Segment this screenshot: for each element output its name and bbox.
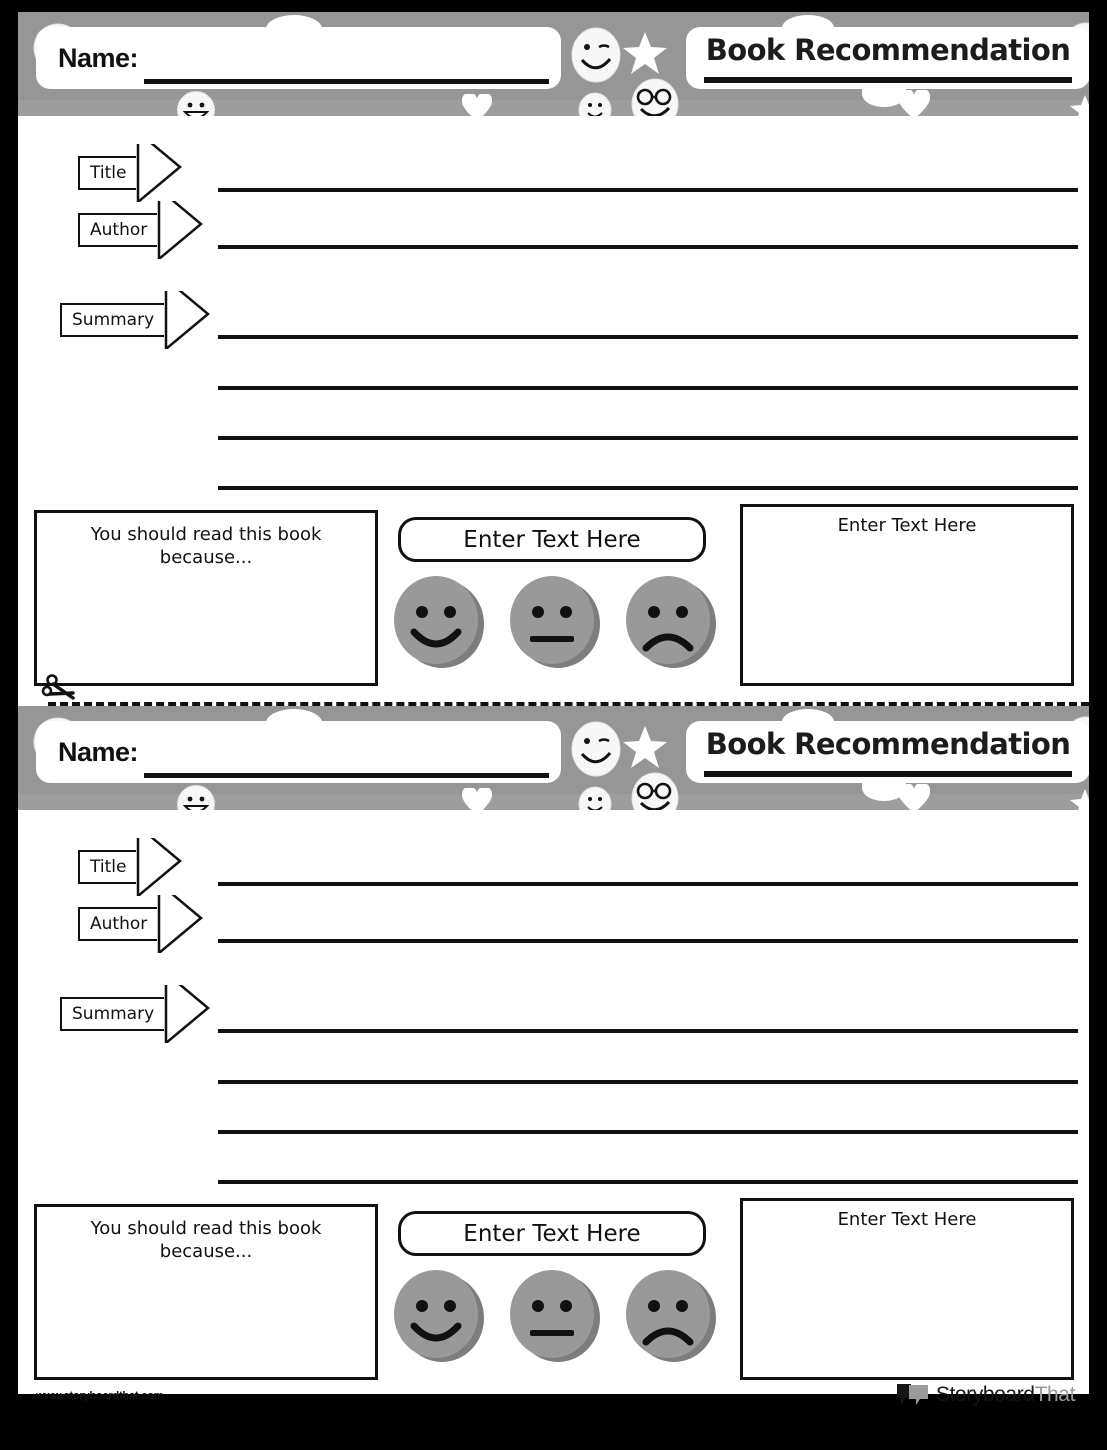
plate-bump [266, 15, 322, 43]
title-underline [704, 77, 1072, 83]
field-tag-box [78, 156, 136, 190]
field-tag-box [60, 303, 164, 337]
nerd-glasses-smiley-icon [630, 78, 680, 116]
reason-prompt: You should read this book because... [90, 524, 322, 569]
field-tag-box [60, 997, 164, 1031]
name-plate [36, 27, 561, 89]
title-write-line[interactable] [218, 882, 1078, 886]
star-icon [622, 30, 668, 76]
arrow-head-icon [157, 201, 203, 259]
worksheet-copy-top [18, 12, 1089, 688]
worksheet-page [18, 12, 1089, 1406]
plate-bump-bottom [862, 775, 906, 801]
wink-smiley-icon [570, 26, 622, 84]
name-plate [36, 721, 561, 783]
heart-icon [462, 788, 492, 810]
title-plate [686, 27, 1089, 89]
summary-write-line[interactable] [218, 335, 1078, 339]
nerd-glasses-smiley-icon [630, 772, 680, 810]
sad-face-icon[interactable] [622, 1268, 718, 1364]
field-label: Title [90, 857, 127, 877]
header-band [18, 706, 1089, 810]
field-tag-title [78, 850, 182, 884]
sad-face-icon[interactable] [622, 574, 718, 670]
right-text-box[interactable] [740, 1198, 1074, 1380]
name-input-line[interactable] [144, 773, 549, 778]
star-icon [1070, 94, 1089, 116]
title-write-line[interactable] [218, 188, 1078, 192]
summary-write-line[interactable] [218, 436, 1078, 440]
summary-write-line[interactable] [218, 1180, 1078, 1184]
logo-primary: Storyboard [935, 1383, 1035, 1406]
neutral-face-icon[interactable] [506, 574, 602, 670]
field-tag-title [78, 156, 182, 190]
footer-url[interactable]: www.storyboardthat.com [36, 1390, 164, 1402]
worksheet-body [18, 116, 1089, 688]
star-icon [622, 724, 668, 770]
field-tag-summary [60, 303, 210, 337]
arrow-head-icon [136, 144, 182, 202]
title-plate [686, 721, 1089, 783]
worksheet-body [18, 810, 1089, 1382]
wink-smiley-icon [570, 720, 622, 778]
speech-bubble-icon [896, 1382, 930, 1408]
header-band [18, 12, 1089, 116]
field-tag-box [78, 907, 157, 941]
field-label: Summary [72, 310, 155, 330]
reason-prompt: You should read this book because... [90, 1218, 322, 1263]
right-box-placeholder: Enter Text Here [837, 515, 977, 536]
star-icon [1070, 788, 1089, 810]
field-tag-summary [60, 997, 210, 1031]
heart-icon [462, 94, 492, 116]
small-smiley-icon [578, 92, 612, 116]
plate-bump-bottom [862, 81, 906, 107]
right-text-box[interactable] [740, 504, 1074, 686]
small-smiley-icon [578, 786, 612, 810]
rating-text-field[interactable] [398, 517, 706, 562]
happy-face-icon[interactable] [390, 1268, 486, 1364]
worksheet-title: Book Recommendation [705, 33, 1071, 67]
field-label: Summary [72, 1004, 155, 1024]
name-label: Name: [58, 43, 139, 73]
rating-placeholder: Enter Text Here [463, 526, 641, 553]
summary-write-line[interactable] [218, 1029, 1078, 1033]
title-underline [704, 771, 1072, 777]
happy-face-icon[interactable] [390, 574, 486, 670]
field-tag-box [78, 213, 157, 247]
arrow-head-icon [164, 985, 210, 1043]
reason-box[interactable] [34, 1204, 378, 1380]
neutral-face-icon[interactable] [506, 1268, 602, 1364]
rating-text-field[interactable] [398, 1211, 706, 1256]
summary-write-line[interactable] [218, 1130, 1078, 1134]
field-label: Author [90, 914, 148, 934]
field-label: Title [90, 163, 127, 183]
author-write-line[interactable] [218, 939, 1078, 943]
logo-text [936, 1383, 1075, 1407]
name-label: Name: [58, 737, 139, 767]
field-label: Author [90, 220, 148, 240]
arrow-head-icon [136, 838, 182, 896]
rating-placeholder: Enter Text Here [463, 1220, 641, 1247]
arrow-head-icon [164, 291, 210, 349]
plate-bump [266, 709, 322, 737]
field-tag-author [78, 213, 203, 247]
arrow-head-icon [157, 895, 203, 953]
field-tag-author [78, 907, 203, 941]
grin-smiley-icon [176, 90, 216, 116]
worksheet-copy-bottom [18, 706, 1089, 1382]
worksheet-title: Book Recommendation [705, 727, 1071, 761]
right-box-placeholder: Enter Text Here [837, 1209, 977, 1230]
name-input-line[interactable] [144, 79, 549, 84]
field-tag-box [78, 850, 136, 884]
logo-secondary: That [1034, 1383, 1075, 1406]
storyboardthat-logo [896, 1382, 1075, 1408]
author-write-line[interactable] [218, 245, 1078, 249]
summary-write-line[interactable] [218, 386, 1078, 390]
grin-smiley-icon [176, 784, 216, 810]
summary-write-line[interactable] [218, 1080, 1078, 1084]
summary-write-line[interactable] [218, 486, 1078, 490]
reason-box[interactable] [34, 510, 378, 686]
